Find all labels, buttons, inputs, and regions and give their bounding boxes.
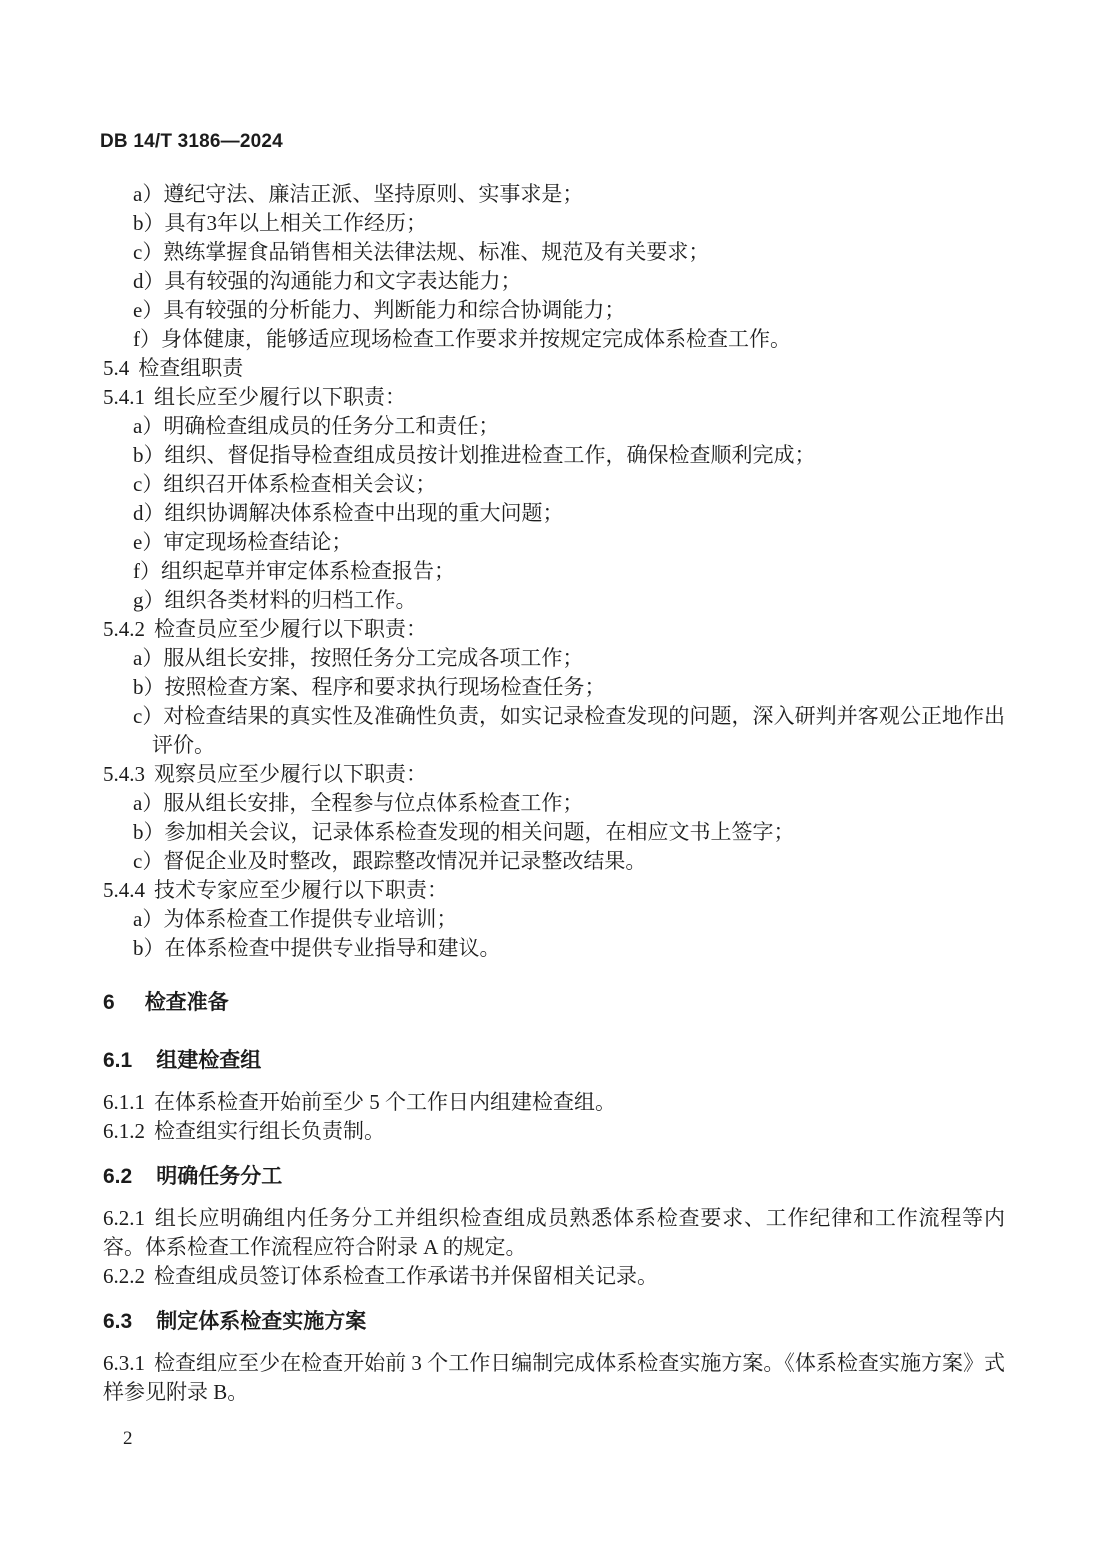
block-text: 遵纪守法、廉洁正派、坚持原则、实事求是； [163, 182, 584, 206]
block-label: b） [133, 211, 165, 235]
block-text: 明确检查组成员的任务分工和责任； [163, 414, 500, 438]
block-text: 在体系检查开始前至少 5 个工作日内组建检查组。 [154, 1090, 616, 1114]
block-text: 组织、督促指导检查组成员按计划推进检查工作，确保检查顺利完成； [164, 443, 816, 467]
block-label: 6.3.1 [103, 1351, 145, 1375]
block-text: 观察员应至少履行以下职责： [154, 762, 427, 786]
block-text: 组织召开体系检查相关会议； [163, 472, 437, 496]
list-item-d [103, 267, 1005, 296]
list-item-c [103, 238, 1005, 267]
list-item-e [103, 296, 1005, 325]
block-text: 组建检查组 [156, 1049, 262, 1072]
block-label: f） [133, 559, 161, 583]
list-item-f [103, 557, 1005, 586]
list-item-a [103, 412, 1005, 441]
block-label: 5.4.3 [103, 762, 145, 786]
list-item-c [103, 702, 1005, 760]
list-item-g [103, 586, 1005, 615]
block-label: 6.1 [103, 1049, 133, 1072]
block-text: 参加相关会议，记录体系检查发现的相关问题，在相应文书上签字； [164, 820, 795, 844]
block-label: f） [133, 327, 161, 351]
heading-6.2 [103, 1162, 1005, 1192]
heading-6 [103, 988, 1005, 1018]
heading-6.3 [103, 1307, 1005, 1337]
block-label: a） [133, 646, 164, 670]
list-item-a [103, 180, 1005, 209]
document-body [103, 180, 1005, 1407]
block-text: 检查员应至少履行以下职责： [154, 617, 427, 641]
block-label: a） [133, 414, 164, 438]
block-text: 组织起草并审定体系检查报告； [161, 559, 455, 583]
block-text: 制定体系检查实施方案 [156, 1310, 367, 1333]
block-label: 6 [103, 991, 115, 1014]
block-label: e） [133, 530, 164, 554]
block-text: 组长应至少履行以下职责： [154, 385, 406, 409]
block-label: 5.4 [103, 356, 130, 380]
block-text: 审定现场检查结论； [163, 530, 353, 554]
block-text: 检查组职责 [138, 356, 244, 380]
heading-6.1 [103, 1046, 1005, 1076]
block-text: 检查组实行组长负责制。 [154, 1119, 385, 1143]
list-item-c [103, 470, 1005, 499]
block-text: 检查准备 [144, 991, 229, 1014]
block-label: b） [133, 936, 165, 960]
block-text: 明确任务分工 [156, 1165, 283, 1188]
block-label: 5.4.2 [103, 617, 145, 641]
block-label: a） [133, 182, 164, 206]
clause-5.4.1 [103, 383, 1005, 412]
block-text: 服从组长安排，按照任务分工完成各项工作； [163, 646, 584, 670]
list-item-c [103, 847, 1005, 876]
block-label: a） [133, 791, 164, 815]
block-text: 具有3年以上相关工作经历； [164, 211, 427, 235]
block-label: b） [133, 675, 165, 699]
block-label: 6.1.2 [103, 1119, 145, 1143]
block-label: 5.4.1 [103, 385, 145, 409]
block-text: 身体健康，能够适应现场检查工作要求并按规定完成体系检查工作。 [161, 327, 791, 351]
list-item-b [103, 441, 1005, 470]
block-label: c） [133, 704, 164, 728]
block-text: 检查组成员签订体系检查工作承诺书并保留相关记录。 [154, 1264, 658, 1288]
block-label: d） [133, 269, 165, 293]
block-text: 具有较强的沟通能力和文字表达能力； [164, 269, 522, 293]
block-label: d） [133, 501, 165, 525]
clause-5.4.3 [103, 760, 1005, 789]
block-text: 组织各类材料的归档工作。 [164, 588, 417, 612]
list-item-b [103, 934, 1005, 963]
block-text: 在体系检查中提供专业指导和建议。 [164, 936, 501, 960]
clause-6.2.1 [103, 1204, 1005, 1262]
block-text: 按照检查方案、程序和要求执行现场检查任务； [164, 675, 606, 699]
list-item-a [103, 789, 1005, 818]
block-label: b） [133, 820, 165, 844]
block-label: 6.2 [103, 1165, 133, 1188]
block-label: 5.4.4 [103, 878, 145, 902]
block-text: 技术专家应至少履行以下职责： [154, 878, 448, 902]
block-label: 6.3 [103, 1310, 133, 1333]
clause-5.4 [103, 354, 1005, 383]
block-label: a） [133, 907, 164, 931]
page-number: 2 [123, 1428, 133, 1449]
block-label: c） [133, 240, 164, 264]
block-text: 组长应明确组内任务分工并组织检查组成员熟悉体系检查要求、工作纪律和工作流程等内容。体系检查工作流程应符合附录 A 的规定。 [103, 1206, 1005, 1259]
list-item-e [103, 528, 1005, 557]
clause-5.4.4 [103, 876, 1005, 905]
list-item-f [103, 325, 1005, 354]
clause-5.4.2 [103, 615, 1005, 644]
block-label: c） [133, 472, 164, 496]
list-item-b [103, 209, 1005, 238]
list-item-d [103, 499, 1005, 528]
block-text: 服从组长安排，全程参与位点体系检查工作； [163, 791, 584, 815]
block-label: b） [133, 443, 165, 467]
block-label: 6.2.2 [103, 1264, 145, 1288]
list-item-b [103, 673, 1005, 702]
clause-6.1.2 [103, 1117, 1005, 1146]
list-item-a [103, 905, 1005, 934]
block-label: e） [133, 298, 164, 322]
block-text: 为体系检查工作提供专业培训； [163, 907, 458, 931]
clause-6.3.1 [103, 1349, 1005, 1407]
block-text: 具有较强的分析能力、判断能力和综合协调能力； [163, 298, 626, 322]
block-label: g） [133, 588, 165, 612]
list-item-b [103, 818, 1005, 847]
block-label: c） [133, 849, 164, 873]
list-item-a [103, 644, 1005, 673]
block-text: 组织协调解决体系检查中出现的重大问题； [164, 501, 564, 525]
block-text: 督促企业及时整改，跟踪整改情况并记录整改结果。 [163, 849, 647, 873]
clause-6.2.2 [103, 1262, 1005, 1291]
block-text: 检查组应至少在检查开始前 3 个工作日编制完成体系检查实施方案。《体系检查实施方案》式样参见附录 B。 [103, 1351, 1005, 1404]
block-label: 6.2.1 [103, 1206, 145, 1230]
block-label: 6.1.1 [103, 1090, 145, 1114]
block-text: 对检查结果的真实性及准确性负责，如实记录检查发现的问题，深入研判并客观公正地作出评价。 [152, 704, 1005, 757]
block-text: 熟练掌握食品销售相关法律法规、标准、规范及有关要求； [163, 240, 710, 264]
clause-6.1.1 [103, 1088, 1005, 1117]
standard-number-header: DB 14/T 3186—2024 [100, 131, 283, 152]
